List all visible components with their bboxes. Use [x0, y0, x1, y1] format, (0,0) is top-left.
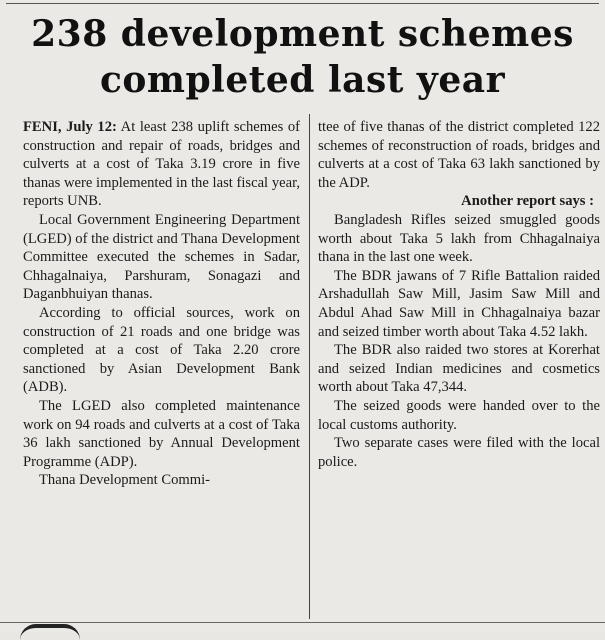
right-paragraph-2: Another report says : — [461, 193, 594, 210]
right-paragraph-1: ttee of five thanas of the district completed 122 schemes of reconstruction of roads, bridges and culverts at a cost of Taka 63 lakh sanctioned by the ADP. — [318, 119, 600, 191]
right-paragraph-3: Bangladesh Rifles seized smuggled goods worth about Taka 5 lakh from Chhagalnaiya thana in the last one week. — [318, 211, 600, 266]
article-left-column — [23, 118, 300, 490]
paragraph-text: At least 238 uplift schemes of construction and repair of roads, bridges and culverts at a cost of Taka 3.19 crore in five thanas were implemented in the last fiscal year, reports UNB. — [23, 119, 300, 210]
left-paragraph-4: The LGED also completed maintenance work on 94 roads and culverts at a cost of Taka 36 lakh sanctioned by Annual Development Programme (ADP). — [23, 397, 300, 470]
bottom-rule — [0, 622, 605, 623]
left-paragraph-2: Local Government Engineering Department (LGED) of the district and Thana Development Committee executed the schemes in Sadar, Chhagalnaiya, Parshuram, Sonagazi and Daganbhuiyan thanas. — [23, 211, 300, 303]
dateline: FENI, July 12: — [23, 119, 117, 135]
headline-line-1: 238 development schemes — [31, 13, 574, 55]
left-paragraph-3: According to official sources, work on construction of 21 roads and one bridge was completed at a cost of Taka 2.20 crore sanctioned by Asian Development Bank (ADB). — [23, 304, 300, 396]
right-paragraph-7: Two separate cases were filed with the local police. — [318, 435, 600, 470]
top-rule — [6, 3, 599, 4]
left-paragraph-5: Thana Development Commi- — [39, 472, 211, 489]
right-paragraph-5: The BDR also raided two stores at Korerhat and seized Indian medicines and cosmetics worth about Taka 47,344. — [318, 342, 600, 396]
article-right-column — [318, 118, 600, 471]
right-paragraph-6: The seized goods were handed over to the local customs authority. — [318, 397, 600, 433]
right-paragraph-4: The BDR jawans of 7 Rifle Battalion raided Arshadullah Saw Mill, Jasim Saw Mill and Abdul Ahad Saw Mill in Chhagalnaiya bazar and seized timber worth about Taka 4.52 lakh. — [318, 267, 600, 340]
headline-line-2: completed last year — [99, 59, 506, 101]
column-divider — [309, 114, 310, 619]
left-paragraph-1 — [23, 118, 300, 211]
next-article-fragment — [20, 624, 80, 640]
